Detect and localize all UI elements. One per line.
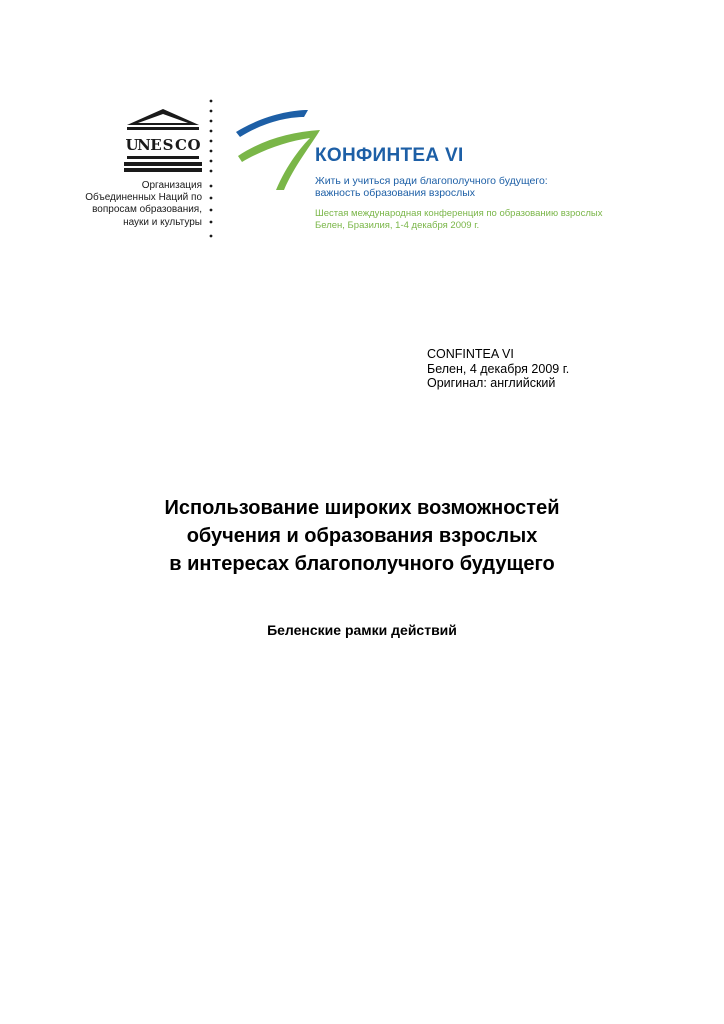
unesco-letter: O [187, 136, 201, 154]
confintea-logo [232, 104, 327, 194]
motto-line: Жить и учиться ради благополучного будущего: [315, 175, 548, 187]
meta-line: Оригинал: английский [427, 376, 556, 390]
conference-title: КОНФИНТЕА VI [315, 145, 464, 166]
org-line: Организация [141, 180, 202, 191]
unesco-letter: U [125, 136, 139, 154]
unesco-letter: E [150, 136, 162, 154]
org-line: Объединенных Наций по [85, 192, 202, 204]
conference-details [315, 208, 602, 231]
unesco-letter: C [175, 136, 187, 154]
unesco-letter: S [162, 136, 174, 154]
conference-detail-line: Шестая международная конференция по образованию взрослых [315, 208, 603, 219]
document-title [0, 494, 724, 578]
unesco-letter: N [137, 136, 151, 154]
conference-detail-line: Белен, Бразилия, 1-4 декабря 2009 г. [315, 219, 480, 231]
motto-line: важность образования взрослых [315, 186, 476, 199]
meta-line: CONFINTEA VI [427, 347, 514, 361]
divider-dots [207, 98, 215, 240]
document-subtitle: Беленские рамки действий [267, 622, 457, 638]
unesco-logo [124, 108, 202, 172]
title-line: обучения и образования взрослых [186, 525, 538, 547]
meta-line: Белен, 4 декабря 2009 г. [427, 361, 570, 376]
title-line: в интересах благополучного будущего [169, 553, 555, 575]
unesco-organization-name [60, 180, 202, 229]
document-meta [427, 347, 569, 391]
conference-motto [315, 176, 548, 199]
org-line: вопросам образования, [92, 204, 202, 216]
title-line: Использование широких возможностей [164, 497, 560, 519]
org-line: науки и культуры [123, 216, 202, 228]
